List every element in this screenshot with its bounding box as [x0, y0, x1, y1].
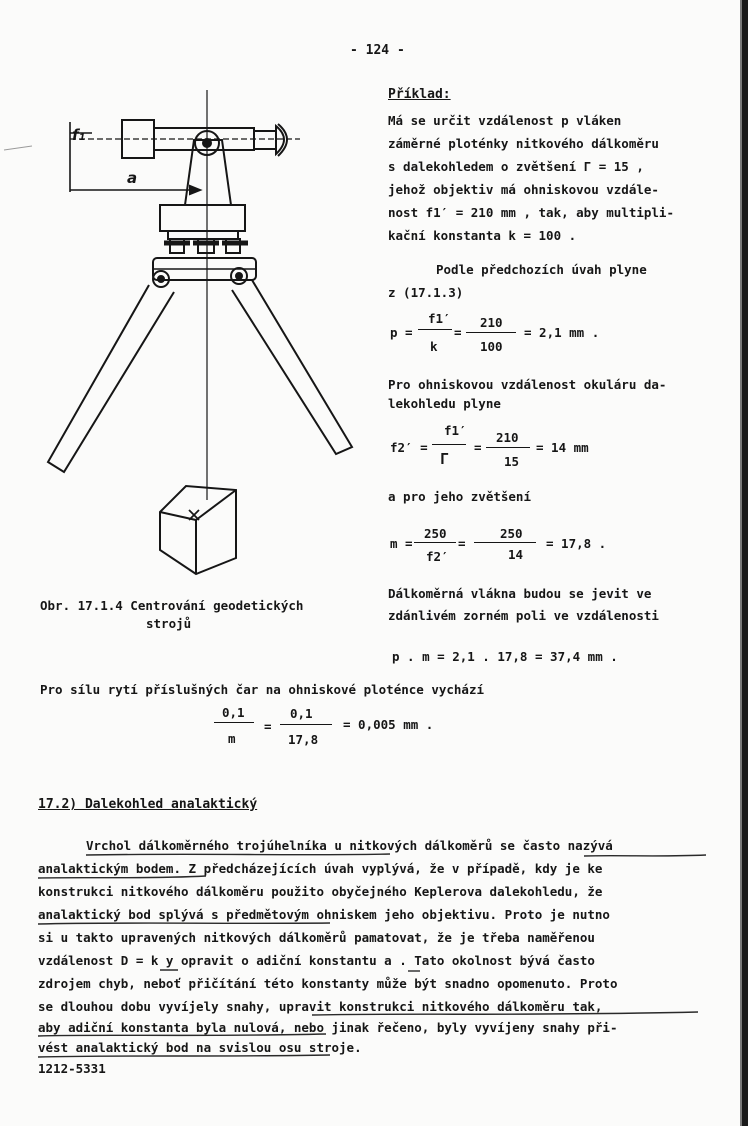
eq3-eq: = [458, 536, 466, 551]
eq1-num2: 210 [480, 315, 503, 330]
eq1-eq: = [454, 325, 462, 340]
section-line-6: vzdálenost D = k y opravit o adiční konstantu a . Tato okolnost bývá často [38, 953, 595, 968]
eq3-den2: 14 [508, 547, 524, 562]
example-line-5: nost f1′ = 210 mm , tak, aby multipli- [388, 205, 674, 220]
eq1-result: = 2,1 mm . [524, 325, 600, 340]
eng-result: = 0,005 mm . [343, 717, 434, 732]
eq4: p . m = 2,1 . 17,8 = 37,4 mm . [392, 649, 618, 664]
section-line-1: Vrchol dálkoměrného trojúhelníka u nitkových dálkoměrů se často nazývá [86, 838, 613, 853]
figure-caption: Obr. 17.1.4 Centrování geodetických [40, 598, 304, 613]
eq2-den1: Γ [440, 450, 450, 468]
from-prev-line-2: z (17.1.3) [388, 285, 464, 300]
ocular-line-2: lekohledu plyne [388, 396, 501, 411]
section-line-5: si u takto upravených nitkových dálkoměrů pamatovat, že je třeba naměřenou [38, 930, 595, 945]
eq2-num2: 210 [496, 430, 519, 445]
section-title: 17.2) Dalekohled analaktický [38, 797, 258, 812]
label-f: f₁ [72, 126, 86, 144]
eng-num1: 0,1 [222, 705, 245, 720]
label-a: a [127, 169, 138, 187]
threads-line-2: zdánlivém zorném poli ve vzdálenosti [388, 608, 659, 623]
eq2-lhs: f2′ = [390, 440, 428, 455]
magnif-line: a pro jeho zvětšení [388, 489, 531, 504]
eq1-den2: 100 [480, 339, 503, 354]
eq1-lhs: p = [390, 325, 413, 340]
example-heading: Příklad: [388, 87, 451, 102]
footer-code: 1212-5331 [38, 1061, 106, 1076]
section-line-10: vést analaktický bod na svislou osu stroje. [38, 1040, 362, 1055]
eng-den2: 17,8 [288, 732, 319, 747]
eq2-den2: 15 [504, 454, 520, 469]
eng-num2: 0,1 [290, 706, 313, 721]
eq3-num2: 250 [500, 526, 523, 541]
figure-caption-cont: strojů [146, 616, 192, 631]
example-line-2: záměrné ploténky nitkového dálkoměru [388, 136, 659, 151]
eng-den1: m [228, 731, 236, 746]
ocular-line-1: Pro ohniskovou vzdálenost okuláru da- [388, 377, 667, 392]
example-line-4: jehož objektiv má ohniskovou vzdále- [388, 182, 659, 197]
section-line-7: zdrojem chyb, neboť přičítání této konstanty může být snadno opomenuto. Proto [38, 976, 618, 991]
eq2-eq: = [474, 440, 482, 455]
example-line-3: s dalekohledem o zvětšení Γ = 15 , [388, 159, 644, 174]
eq3-result: = 17,8 . [546, 536, 607, 551]
eq2-result: = 14 mm [536, 440, 589, 455]
eq2-num1: f1′ [444, 423, 467, 438]
section-line-3: konstrukci nitkového dálkoměru použito obyčejného Keplerova dalekohledu, že [38, 884, 603, 899]
from-prev-line-1: Podle předchozích úvah plyne [436, 262, 647, 277]
eq3-num1: 250 [424, 526, 447, 541]
page-number: - 124 - [350, 43, 405, 58]
eq3-den1: f2′ [426, 549, 449, 564]
eng-eq: = [264, 719, 272, 734]
eq1-den1: k [430, 339, 438, 354]
eq1-num1: f1′ [428, 311, 451, 326]
engrave-text: Pro sílu rytí příslušných čar na ohniskové ploténce vychází [40, 682, 485, 697]
section-line-4: analaktický bod splývá s předmětovým ohniskem jeho objektivu. Proto je nutno [38, 907, 610, 922]
eq3-lhs: m = [390, 536, 413, 551]
section-line-8: se dlouhou dobu vyvíjely snahy, upravit konstrukci nitkového dálkoměru tak, [38, 999, 603, 1014]
section-line-2: analaktickým bodem. Z předcházejících úvah vyplývá, že v případě, kdy je ke [38, 861, 603, 876]
section-line-9: aby adiční konstanta byla nulová, nebo jinak řečeno, byly vyvíjeny snahy při- [38, 1020, 618, 1035]
threads-line-1: Dálkoměrná vlákna budou se jevit ve [388, 586, 652, 601]
example-line-1: Má se určit vzdálenost p vláken [388, 113, 622, 128]
example-line-6: kační konstanta k = 100 . [388, 228, 577, 243]
